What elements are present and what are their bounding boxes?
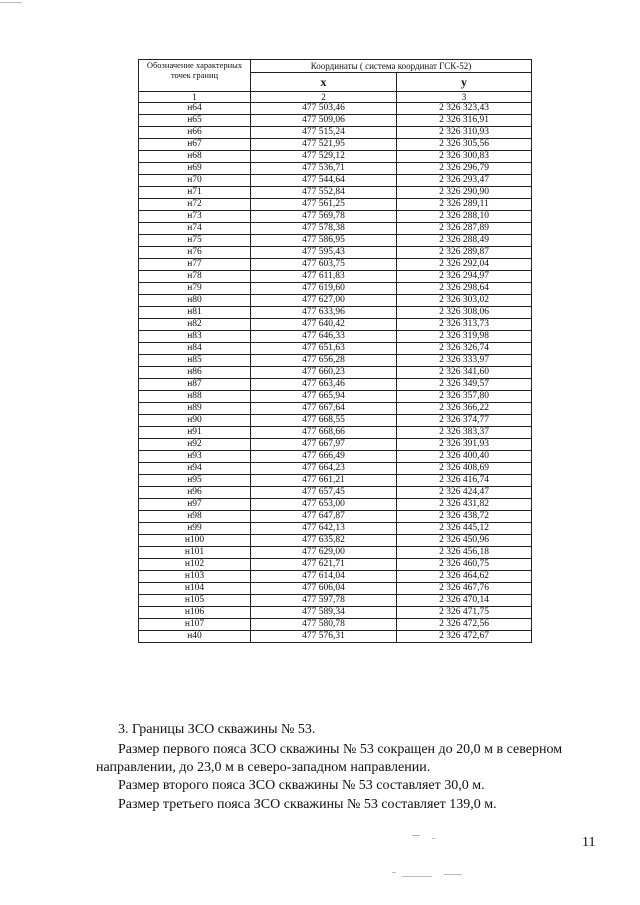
table-row — [139, 343, 532, 355]
x-coordinate: 477 503,46 — [251, 103, 397, 115]
x-coordinate: 477 647,87 — [251, 511, 397, 523]
y-coordinate: 2 326 290,90 — [397, 187, 532, 199]
x-coordinate: 477 509,06 — [251, 115, 397, 127]
y-coordinate: 2 326 326,74 — [397, 343, 532, 355]
x-coordinate: 477 576,31 — [251, 631, 397, 643]
point-name: н95 — [139, 475, 251, 487]
y-coordinate: 2 326 408,69 — [397, 463, 532, 475]
x-coordinate: 477 656,28 — [251, 355, 397, 367]
x-header: x — [251, 73, 397, 92]
point-name: н76 — [139, 247, 251, 259]
y-coordinate: 2 326 333,97 — [397, 355, 532, 367]
x-coordinate: 477 529,12 — [251, 151, 397, 163]
x-coordinate: 477 619,60 — [251, 283, 397, 295]
y-coordinate: 2 326 464,62 — [397, 571, 532, 583]
table-row — [139, 211, 532, 223]
point-name: н93 — [139, 451, 251, 463]
point-name: н83 — [139, 331, 251, 343]
y-coordinate: 2 326 445,12 — [397, 523, 532, 535]
point-name: н104 — [139, 583, 251, 595]
table-row — [139, 331, 532, 343]
x-coordinate: 477 667,64 — [251, 403, 397, 415]
y-coordinate: 2 326 472,56 — [397, 619, 532, 631]
x-coordinate: 477 614,04 — [251, 571, 397, 583]
designation-header: Обозначение характерных точек границ — [139, 60, 251, 92]
y-coordinate: 2 326 456,18 — [397, 547, 532, 559]
x-coordinate: 477 621,71 — [251, 559, 397, 571]
column-number: 1 — [139, 92, 251, 103]
x-coordinate: 477 646,33 — [251, 331, 397, 343]
y-coordinate: 2 326 391,93 — [397, 439, 532, 451]
page-number: 11 — [582, 835, 596, 850]
point-name: н101 — [139, 547, 251, 559]
x-coordinate: 477 611,83 — [251, 271, 397, 283]
table-row — [139, 259, 532, 271]
y-coordinate: 2 326 293,47 — [397, 175, 532, 187]
point-name: н65 — [139, 115, 251, 127]
y-coordinate: 2 326 300,83 — [397, 151, 532, 163]
table-row — [139, 403, 532, 415]
point-name: н90 — [139, 415, 251, 427]
x-coordinate: 477 633,96 — [251, 307, 397, 319]
y-coordinate: 2 326 450,96 — [397, 535, 532, 547]
x-coordinate: 477 653,00 — [251, 499, 397, 511]
table-row — [139, 547, 532, 559]
point-name: н66 — [139, 127, 251, 139]
x-coordinate: 477 569,78 — [251, 211, 397, 223]
point-name: н105 — [139, 595, 251, 607]
point-name: н86 — [139, 367, 251, 379]
table-row — [139, 235, 532, 247]
y-coordinate: 2 326 288,49 — [397, 235, 532, 247]
table-row — [139, 295, 532, 307]
x-coordinate: 477 552,84 — [251, 187, 397, 199]
y-header: y — [397, 73, 532, 92]
y-coordinate: 2 326 323,43 — [397, 103, 532, 115]
point-name: н89 — [139, 403, 251, 415]
y-coordinate: 2 326 472,67 — [397, 631, 532, 643]
y-coordinate: 2 326 303,02 — [397, 295, 532, 307]
table-row — [139, 463, 532, 475]
point-name: н40 — [139, 631, 251, 643]
y-coordinate: 2 326 366,22 — [397, 403, 532, 415]
y-coordinate: 2 326 289,11 — [397, 199, 532, 211]
point-name: н72 — [139, 199, 251, 211]
y-coordinate: 2 326 289,87 — [397, 247, 532, 259]
table-row — [139, 355, 532, 367]
table-row — [139, 619, 532, 631]
table-row — [139, 571, 532, 583]
y-coordinate: 2 326 467,76 — [397, 583, 532, 595]
table-row — [139, 127, 532, 139]
y-coordinate: 2 326 294,97 — [397, 271, 532, 283]
table-row — [139, 367, 532, 379]
x-coordinate: 477 629,00 — [251, 547, 397, 559]
point-name: н71 — [139, 187, 251, 199]
table-row — [139, 415, 532, 427]
table-row — [139, 187, 532, 199]
table-row — [139, 175, 532, 187]
column-number: 2 — [251, 92, 397, 103]
x-coordinate: 477 586,95 — [251, 235, 397, 247]
third-belt-paragraph: Размер третьего пояса ЗСО скважины № 53 составляет 139,0 м. — [118, 797, 497, 812]
scan-artifact — [432, 838, 435, 839]
point-name: н103 — [139, 571, 251, 583]
x-coordinate: 477 635,82 — [251, 535, 397, 547]
table-row — [139, 223, 532, 235]
x-coordinate: 477 668,66 — [251, 427, 397, 439]
first-belt-paragraph: Размер первого пояса ЗСО скважины № 53 сокращен до 20,0 м в северном направлении, до 23,0 м в северо-западном направлении. — [96, 742, 563, 775]
x-coordinate: 477 664,23 — [251, 463, 397, 475]
table-row — [139, 439, 532, 451]
column-number: 3 — [397, 92, 532, 103]
table-row — [139, 475, 532, 487]
point-name: н84 — [139, 343, 251, 355]
point-name: н80 — [139, 295, 251, 307]
y-coordinate: 2 326 313,73 — [397, 319, 532, 331]
table-row — [139, 607, 532, 619]
point-name: н91 — [139, 427, 251, 439]
coordinates-header: Координаты ( система координат ГСК-52) — [251, 60, 532, 73]
y-coordinate: 2 326 357,80 — [397, 391, 532, 403]
table-row — [139, 631, 532, 643]
y-coordinate: 2 326 349,57 — [397, 379, 532, 391]
table-row — [139, 115, 532, 127]
point-name: н82 — [139, 319, 251, 331]
y-coordinate: 2 326 460,75 — [397, 559, 532, 571]
table-row — [139, 271, 532, 283]
scan-artifact — [402, 876, 432, 877]
x-coordinate: 477 657,45 — [251, 487, 397, 499]
y-coordinate: 2 326 431,82 — [397, 499, 532, 511]
table-row — [139, 283, 532, 295]
point-name: н97 — [139, 499, 251, 511]
y-coordinate: 2 326 308,06 — [397, 307, 532, 319]
y-coordinate: 2 326 416,74 — [397, 475, 532, 487]
x-coordinate: 477 627,00 — [251, 295, 397, 307]
table-row — [139, 451, 532, 463]
second-belt-paragraph: Размер второго пояса ЗСО скважины № 53 составляет 30,0 м. — [118, 778, 485, 793]
scan-artifact — [412, 835, 420, 836]
point-name: н94 — [139, 463, 251, 475]
point-name: н102 — [139, 559, 251, 571]
y-coordinate: 2 326 298,64 — [397, 283, 532, 295]
point-name: н75 — [139, 235, 251, 247]
x-coordinate: 477 515,24 — [251, 127, 397, 139]
point-name: н99 — [139, 523, 251, 535]
y-coordinate: 2 326 374,77 — [397, 415, 532, 427]
x-coordinate: 477 661,21 — [251, 475, 397, 487]
table-body — [139, 103, 532, 643]
x-coordinate: 477 603,75 — [251, 259, 397, 271]
x-coordinate: 477 665,94 — [251, 391, 397, 403]
x-coordinate: 477 640,42 — [251, 319, 397, 331]
section-heading: 3. Границы ЗСО скважины № 53. — [118, 722, 316, 737]
x-coordinate: 477 595,43 — [251, 247, 397, 259]
table-row — [139, 163, 532, 175]
point-name: н67 — [139, 139, 251, 151]
x-coordinate: 477 660,23 — [251, 367, 397, 379]
scan-artifact — [444, 874, 462, 875]
x-coordinate: 477 642,13 — [251, 523, 397, 535]
point-name: н74 — [139, 223, 251, 235]
y-coordinate: 2 326 305,56 — [397, 139, 532, 151]
table-row — [139, 247, 532, 259]
x-coordinate: 477 667,97 — [251, 439, 397, 451]
x-coordinate: 477 651,63 — [251, 343, 397, 355]
point-name: н87 — [139, 379, 251, 391]
x-coordinate: 477 663,46 — [251, 379, 397, 391]
y-coordinate: 2 326 383,37 — [397, 427, 532, 439]
x-coordinate: 477 561,25 — [251, 199, 397, 211]
point-name: н68 — [139, 151, 251, 163]
y-coordinate: 2 326 316,91 — [397, 115, 532, 127]
table-row — [139, 511, 532, 523]
x-coordinate: 477 589,34 — [251, 607, 397, 619]
table-row — [139, 319, 532, 331]
point-name: н88 — [139, 391, 251, 403]
table-row — [139, 535, 532, 547]
y-coordinate: 2 326 341,60 — [397, 367, 532, 379]
table-row — [139, 379, 532, 391]
point-name: н100 — [139, 535, 251, 547]
table-row — [139, 139, 532, 151]
table-row — [139, 103, 532, 115]
x-coordinate: 477 521,95 — [251, 139, 397, 151]
y-coordinate: 2 326 287,89 — [397, 223, 532, 235]
x-coordinate: 477 668,55 — [251, 415, 397, 427]
point-name: н69 — [139, 163, 251, 175]
y-coordinate: 2 326 424,47 — [397, 487, 532, 499]
y-coordinate: 2 326 292,04 — [397, 259, 532, 271]
point-name: н85 — [139, 355, 251, 367]
point-name: н96 — [139, 487, 251, 499]
table-row — [139, 583, 532, 595]
point-name: н78 — [139, 271, 251, 283]
y-coordinate: 2 326 471,75 — [397, 607, 532, 619]
point-name: н73 — [139, 211, 251, 223]
y-coordinate: 2 326 470,14 — [397, 595, 532, 607]
table-row — [139, 307, 532, 319]
point-name: н107 — [139, 619, 251, 631]
y-coordinate: 2 326 400,40 — [397, 451, 532, 463]
scan-artifact — [0, 2, 22, 3]
table-row — [139, 151, 532, 163]
table-row — [139, 499, 532, 511]
scan-artifact — [392, 872, 396, 873]
y-coordinate: 2 326 310,93 — [397, 127, 532, 139]
point-name: н92 — [139, 439, 251, 451]
x-coordinate: 477 544,64 — [251, 175, 397, 187]
y-coordinate: 2 326 319,98 — [397, 331, 532, 343]
x-coordinate: 477 578,38 — [251, 223, 397, 235]
x-coordinate: 477 666,49 — [251, 451, 397, 463]
table-row — [139, 391, 532, 403]
y-coordinate: 2 326 438,72 — [397, 511, 532, 523]
point-name: н81 — [139, 307, 251, 319]
x-coordinate: 477 606,04 — [251, 583, 397, 595]
table-row — [139, 199, 532, 211]
point-name: н70 — [139, 175, 251, 187]
x-coordinate: 477 536,71 — [251, 163, 397, 175]
point-name: н64 — [139, 103, 251, 115]
point-name: н77 — [139, 259, 251, 271]
y-coordinate: 2 326 288,10 — [397, 211, 532, 223]
point-name: н106 — [139, 607, 251, 619]
table-row — [139, 595, 532, 607]
table-row — [139, 427, 532, 439]
coordinates-table — [138, 59, 532, 643]
table-row — [139, 487, 532, 499]
table-row — [139, 559, 532, 571]
x-coordinate: 477 580,78 — [251, 619, 397, 631]
x-coordinate: 477 597,78 — [251, 595, 397, 607]
point-name: н98 — [139, 511, 251, 523]
table-row — [139, 523, 532, 535]
point-name: н79 — [139, 283, 251, 295]
y-coordinate: 2 326 296,79 — [397, 163, 532, 175]
